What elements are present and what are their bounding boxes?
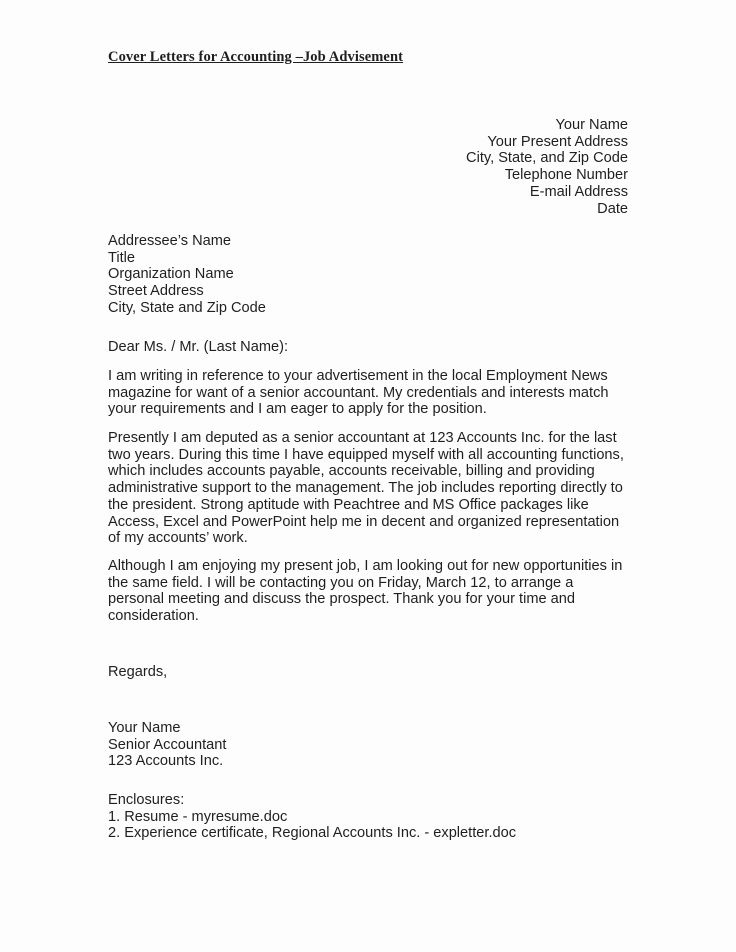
sender-address-block <box>466 117 628 217</box>
sender-telephone: Telephone Number <box>504 167 628 184</box>
enclosure-item: 1. Resume - myresume.doc <box>108 808 288 825</box>
addressee-name: Addressee’s Name <box>108 233 232 249</box>
paragraph-line: the president. Strong aptitude with Peachtree and MS Office packages like <box>108 496 589 513</box>
paragraph-line: personal meeting and discuss the prospect. Thank you for your time and <box>108 591 575 608</box>
paragraph-line: administrative support to the management. The job includes reporting directly to <box>108 480 623 497</box>
sender-email: E-mail Address <box>529 183 628 200</box>
paragraph-line: Presently I am deputed as a senior accountant at 123 Accounts Inc. for the last <box>108 430 617 446</box>
sender-date: Date <box>597 200 628 217</box>
addressee-organization: Organization Name <box>108 266 234 283</box>
body-paragraph-3 <box>108 558 622 625</box>
addressee-title: Title <box>108 249 136 266</box>
addressee-street: Street Address <box>108 283 204 300</box>
paragraph-line: Although I am enjoying my present job, I am looking out for new opportunities in <box>108 558 623 574</box>
paragraph-line: magazine for want of a senior accountant. My credentials and interests match <box>108 384 609 401</box>
paragraph-line: your requirements and I am eager to apply for the position. <box>108 401 487 418</box>
enclosures-label: Enclosures: <box>108 792 185 808</box>
sender-city-state-zip: City, State, and Zip Code <box>466 150 628 167</box>
sender-name: Your Name <box>555 117 628 133</box>
paragraph-line: which includes accounts payable, accounts receivable, billing and providing <box>108 463 595 480</box>
paragraph-line: two years. During this time I have equipped myself with all accounting functions, <box>108 446 624 463</box>
paragraph-line: Access, Excel and PowerPoint help me in decent and organized representation <box>108 513 620 530</box>
paragraph-line: consideration. <box>108 608 199 625</box>
closing: Regards, <box>108 664 168 680</box>
body-paragraph-2 <box>108 430 624 547</box>
addressee-block <box>108 233 266 317</box>
paragraph-line: the same field. I will be contacting you on Friday, March 12, to arrange a <box>108 574 574 591</box>
paragraph-line: of my accounts’ work. <box>108 530 248 547</box>
paragraph-line: I am writing in reference to your advertisement in the local Employment News <box>108 368 608 384</box>
document-heading: Cover Letters for Accounting –Job Advisement <box>108 49 404 65</box>
sender-address: Your Present Address <box>487 133 628 150</box>
signature-position: Senior Accountant <box>108 736 227 753</box>
body-paragraph-1 <box>108 368 609 418</box>
enclosures-block <box>108 792 516 842</box>
signature-block <box>108 720 226 770</box>
addressee-city-state-zip: City, State and Zip Code <box>108 299 266 316</box>
enclosure-item: 2. Experience certificate, Regional Accounts Inc. - expletter.doc <box>108 825 517 842</box>
signature-name: Your Name <box>108 720 181 736</box>
signature-company: 123 Accounts Inc. <box>108 753 224 770</box>
salutation: Dear Ms. / Mr. (Last Name): <box>108 339 289 355</box>
